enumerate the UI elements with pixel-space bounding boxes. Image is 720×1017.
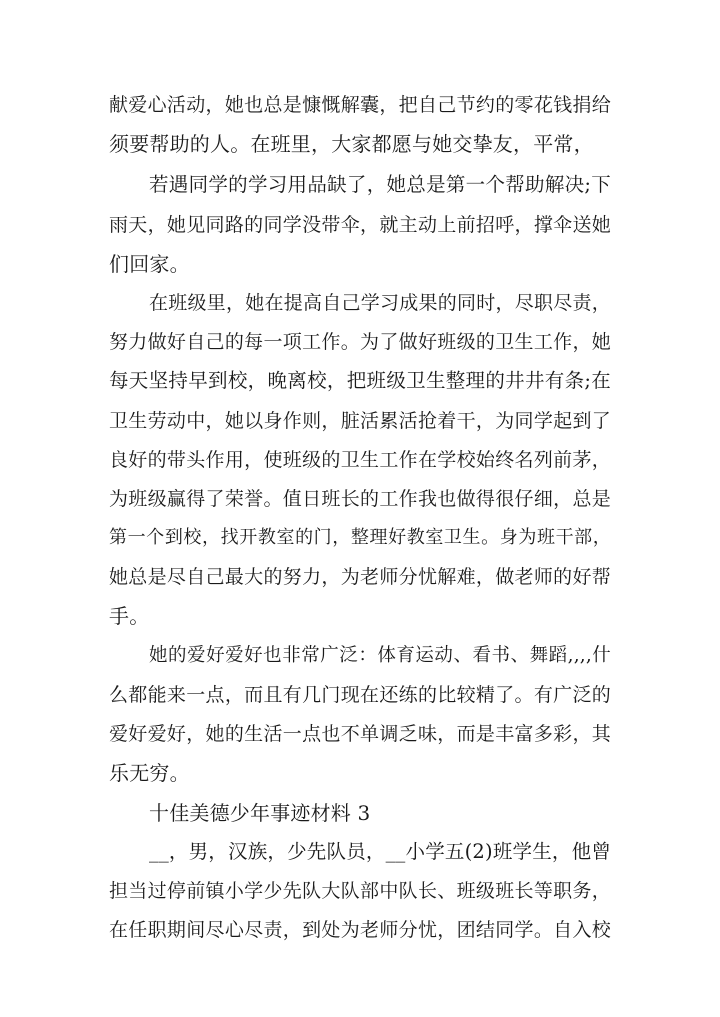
text-line-18: 乐无穷。 xyxy=(109,761,190,785)
text-line-2: 须要帮助的人。在班里，大家都愿与她交挚友，平常， xyxy=(109,132,594,156)
text-line-17: 爱好爱好，她的生活一点也不单调乏味，而是丰富多彩，其 xyxy=(109,723,611,745)
text-line-8: 每天坚持早到校，晚离校，把班级卫生整理的井井有条;在 xyxy=(109,369,611,392)
text-line-10: 良好的带头作用，使班级的卫生工作在学校始终名列前茅， xyxy=(109,449,611,471)
text-line-14: 手。 xyxy=(109,604,150,628)
text-line-3: 若遇同学的学习用品缺了，她总是第一个帮助解决;下 xyxy=(149,173,611,196)
text-line-21: 担当过停前镇小学少先队大队部中队长、班级班长等职务， xyxy=(109,880,611,902)
text-line-7: 努力做好自己的每一项工作。为了做好班级的卫生工作，她 xyxy=(109,331,611,353)
text-line-4: 雨天，她见同路的同学没带伞，就主动上前招呼，撑伞送她 xyxy=(109,214,611,236)
section-heading: 十佳美德少年事迹材料 3 xyxy=(149,801,371,825)
text-line-16: 么都能来一点，而且有几门现在还练的比较精了。有广泛的 xyxy=(109,684,611,706)
text-line-6: 在班级里，她在提高自己学习成果的同时，尽职尽责， xyxy=(149,292,611,314)
text-line-1: 献爱心活动，她也总是慷慨解囊，把自己节约的零花钱捐给 xyxy=(109,94,611,116)
text-line-13: 她总是尽自己最大的努力，为老师分忧解难，做老师的好帮 xyxy=(109,566,611,588)
text-line-12: 第一个到校，找开教室的门，整理好教室卫生。身为班干部， xyxy=(109,527,611,548)
text-line-22: 在任职期间尽心尽责，到处为老师分忧，团结同学。自入校 xyxy=(109,919,611,941)
text-line-11: 为班级赢得了荣誉。值日班长的工作我也做得很仔细，总是 xyxy=(109,488,611,510)
text-line-9: 卫生劳动中，她以身作则，脏活累活抢着干，为同学起到了 xyxy=(109,410,611,432)
text-line-5: 们回家。 xyxy=(109,252,190,276)
text-line-20: __，男，汉族，少先队员，__小学五(2)班学生，他曾 xyxy=(149,840,612,863)
text-line-15: 她的爱好爱好也非常广泛：体育运动、看书、舞蹈,,,,什 xyxy=(149,645,611,666)
